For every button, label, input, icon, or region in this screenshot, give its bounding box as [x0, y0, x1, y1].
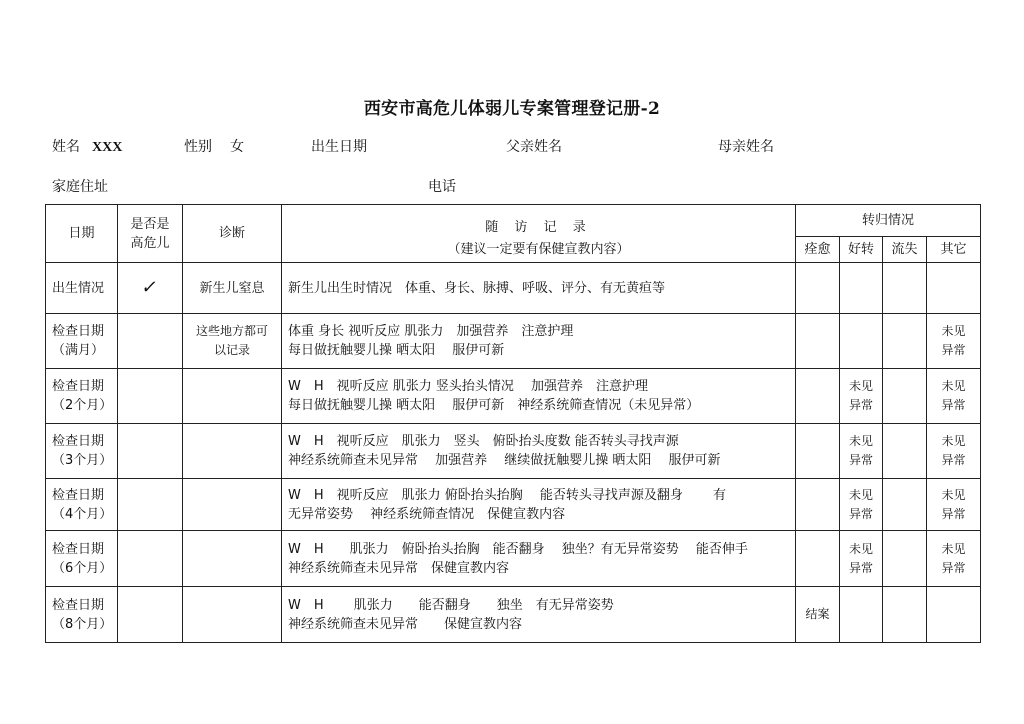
diagnosis-cell — [183, 263, 282, 314]
outcome-other-text: 未见 异常 — [941, 434, 966, 467]
outcome-improved-text: 未见 异常 — [848, 541, 873, 575]
header-high-risk-line2: 高危儿 — [130, 235, 170, 251]
followup-record-cell — [282, 424, 796, 479]
outcome-improved-cell — [840, 479, 883, 531]
outcome-improved-cell — [840, 263, 883, 314]
outcome-other-text: 未见 异常 — [941, 487, 966, 521]
table-row — [46, 263, 981, 314]
table-row — [46, 314, 981, 369]
row-date-cell — [46, 424, 118, 479]
followup-record-line-2: 神经系统筛查未见异常 保健宣教内容 — [288, 616, 523, 632]
outcome-improved-text: 未见 异常 — [848, 434, 873, 467]
header-followup-title: 随 访 记 录 — [485, 219, 592, 235]
outcome-lost-cell — [883, 263, 927, 314]
birth-date-label: 出生日期 — [311, 139, 367, 155]
header-outcome-lost: 流失 — [883, 237, 927, 263]
row-date-cell — [46, 531, 118, 587]
high-risk-cell — [118, 314, 183, 369]
table-row — [46, 531, 981, 587]
diagnosis-cell — [183, 587, 282, 643]
name-label: 姓名 — [52, 139, 80, 155]
outcome-improved-cell — [840, 314, 883, 369]
row-age-label: （6个月） — [52, 560, 113, 576]
followup-record-line: 体重 身长 视听反应 肌张力 加强营养 注意护理 — [288, 324, 574, 339]
table-row — [46, 369, 981, 424]
outcome-lost-cell — [883, 531, 927, 587]
diagnosis-cell — [183, 369, 282, 424]
diagnosis-cell — [183, 531, 282, 587]
outcome-improved-cell — [840, 424, 883, 479]
high-risk-cell — [118, 424, 183, 479]
followup-record-line: W H 肌张力 能否翻身 独坐 有无异常姿势 — [288, 597, 614, 613]
followup-record-cell — [282, 531, 796, 587]
row-date-label: 检查日期 — [52, 324, 105, 339]
high-risk-cell — [118, 479, 183, 531]
high-risk-cell — [118, 263, 183, 314]
outcome-improved-text: 未见 异常 — [848, 379, 873, 412]
outcome-cured-cell — [796, 587, 840, 643]
outcome-lost-cell — [883, 479, 927, 531]
checkmark-icon: ✓ — [140, 276, 160, 298]
row-age-label: （满月） — [52, 343, 105, 358]
diagnosis-cell — [183, 314, 282, 369]
header-high-risk-line1: 是否是 — [130, 216, 170, 232]
row-age-label: （3个月） — [52, 453, 113, 468]
outcome-improved-cell — [840, 531, 883, 587]
outcome-lost-cell — [883, 587, 927, 643]
outcome-other-text: 未见 异常 — [941, 379, 966, 412]
outcome-improved-text: 未见 异常 — [848, 487, 873, 521]
diagnosis-text-2: 以记录 — [213, 343, 250, 357]
outcome-lost-cell — [883, 369, 927, 424]
followup-record-line-2: 每日做抚触婴儿操 晒太阳 服伊可新 — [288, 343, 505, 358]
followup-record-cell — [282, 479, 796, 531]
outcome-cured-cell — [796, 369, 840, 424]
high-risk-cell — [118, 369, 183, 424]
row-age-label: （8个月） — [52, 616, 113, 632]
header-followup-note: （建议一定要有保健宣教内容） — [282, 237, 796, 263]
phone-label: 电话 — [428, 179, 456, 195]
row-date-label: 检查日期 — [52, 597, 105, 613]
outcome-lost-cell — [883, 314, 927, 369]
header-high-risk — [118, 205, 183, 263]
header-diagnosis: 诊断 — [183, 205, 282, 263]
followup-record-cell — [282, 369, 796, 424]
outcome-lost-cell — [883, 424, 927, 479]
followup-record-line: W H 视听反应 肌张力 俯卧抬头抬胸 能否转头寻找声源及翻身 有 — [288, 487, 727, 503]
outcome-cured-cell — [796, 263, 840, 314]
header-date: 日期 — [46, 205, 118, 263]
table-header-row — [46, 205, 981, 237]
row-date-cell — [46, 263, 118, 314]
followup-record-cell — [282, 263, 796, 314]
row-age-label: （2个月） — [52, 398, 113, 413]
page-title: 西安市高危儿体弱儿专案管理登记册-2 — [363, 99, 661, 119]
row-date-cell — [46, 479, 118, 531]
high-risk-cell — [118, 587, 183, 643]
followup-record-line: W H 肌张力 俯卧抬头抬胸 能否翻身 独坐？有无异常姿势 能否伸手 — [288, 541, 748, 557]
followup-record-line-2: 无异常姿势 神经系统筛查情况 保健宣教内容 — [288, 506, 566, 522]
mother-name-label: 母亲姓名 — [718, 139, 774, 155]
header-outcome-improved: 好转 — [840, 237, 883, 263]
outcome-cured-cell — [796, 479, 840, 531]
diagnosis-text: 新生儿窒息 — [199, 280, 265, 296]
diagnosis-cell — [183, 424, 282, 479]
outcome-improved-cell — [840, 587, 883, 643]
followup-record-line: W H 视听反应 肌张力 竖头抬头情况 加强营养 注意护理 — [288, 379, 649, 394]
table-row — [46, 587, 981, 643]
header-followup — [282, 205, 796, 237]
followup-record-cell — [282, 314, 796, 369]
followup-record-cell — [282, 587, 796, 643]
outcome-other-cell — [927, 369, 981, 424]
outcome-cured-cell — [796, 531, 840, 587]
outcome-other-cell — [927, 424, 981, 479]
high-risk-cell — [118, 531, 183, 587]
row-date-label: 出生情况 — [52, 280, 105, 296]
row-date-cell — [46, 314, 118, 369]
followup-record-line: 新生儿出生时情况 体重、身长、脉搏、呼吸、评分、有无黄疸等 — [288, 280, 666, 296]
gender-value: 女 — [230, 139, 244, 155]
row-date-cell — [46, 587, 118, 643]
row-age-label: （4个月） — [52, 506, 113, 522]
outcome-cured-cell — [796, 314, 840, 369]
address-label: 家庭住址 — [52, 179, 108, 195]
followup-record-line: W H 视听反应 肌张力 竖头 俯卧抬头度数 能否转头寻找声源 — [288, 434, 679, 449]
outcome-other-cell — [927, 479, 981, 531]
outcome-cured-cell — [796, 424, 840, 479]
diagnosis-cell — [183, 479, 282, 531]
gender-field — [184, 136, 244, 156]
father-name-label: 父亲姓名 — [506, 139, 562, 155]
table-row — [46, 424, 981, 479]
followup-record-line-2: 每日做抚触婴儿操 晒太阳 服伊可新 神经系统筛查情况（未见异常） — [288, 398, 700, 413]
gender-label: 性别 — [184, 139, 212, 155]
outcome-other-cell — [927, 587, 981, 643]
outcome-other-cell — [927, 531, 981, 587]
header-outcome-other: 其它 — [927, 237, 981, 263]
outcome-other-cell — [927, 314, 981, 369]
row-date-label: 检查日期 — [52, 434, 105, 449]
row-date-label: 检查日期 — [52, 541, 105, 557]
header-outcome: 转归情况 — [796, 205, 981, 237]
row-date-cell — [46, 369, 118, 424]
diagnosis-text: 这些地方都可 — [195, 324, 268, 338]
outcome-other-cell — [927, 263, 981, 314]
outcome-cured-text: 结案 — [805, 607, 830, 621]
registry-table — [45, 204, 981, 643]
name-value: XXX — [92, 140, 123, 155]
header-outcome-cured: 痊愈 — [796, 237, 840, 263]
followup-record-line-2: 神经系统筛查未见异常 保健宣教内容 — [288, 560, 510, 576]
table-row — [46, 479, 981, 531]
row-date-label: 检查日期 — [52, 379, 105, 394]
outcome-other-text: 未见 异常 — [941, 324, 966, 357]
row-date-label: 检查日期 — [52, 487, 105, 503]
outcome-improved-cell — [840, 369, 883, 424]
name-field — [52, 136, 122, 156]
outcome-other-text: 未见 异常 — [941, 541, 966, 575]
followup-record-line-2: 神经系统筛查未见异常 加强营养 继续做抚触婴儿操 晒太阳 服伊可新 — [288, 453, 721, 468]
